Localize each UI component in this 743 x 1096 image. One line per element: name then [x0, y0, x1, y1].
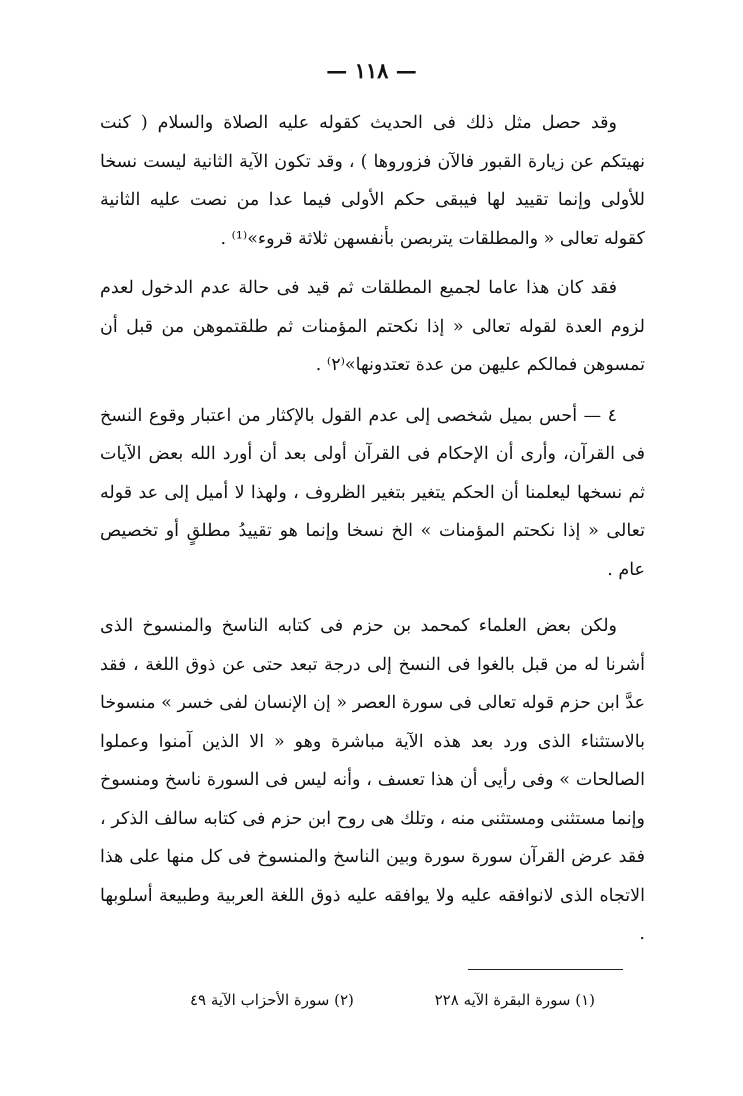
body-text	[100, 104, 645, 954]
paragraph-ibn-hazm: ولكن بعض العلماء كمحمد بن حزم فى كتابه الناسخ والمنسوخ الذى أشرنا له من قبل بالغوا فى النسخ إلى درجة تبعد حتى عن ذوق اللغة ، فقد عدَّ ابن حزم قوله تعالى فى سورة العصر « إن الإنسان لفى خسر » منسوخا بالاستثناء الذى ورد بعد هذه الآية مباشرة وهو « الا الذين آمنوا وعملوا الصالحات » وفى رأيى أن هذا تعسف ، وأنه ليس فى السورة ناسخ ومنسوخ وإنما مستثنى ومستثنى منه ، وتلك هى روح ابن حزم فى كتابه سالف الذكر ، فقد عرض القرآن سورة سورة وبين الناسخ والمنسوخ فى كل منها على هذا الاتجاه الذى لانوافقه عليه ولا يوافقه عليه ذوق اللغة العربية وطبيعة أسلوبها .	[100, 616, 645, 944]
paragraph-hadith-example: وقد حصل مثل ذلك فى الحديث كقوله عليه الصلاة والسلام ( كنت نهيتكم عن زيارة القبور فالآن فزوروها ) ، وقد تكون الآية الثانية ليست نسخا للأولى وإنما تقييد لها فيبقى حكم الأولى فيما عدا من نصت عليه الثانية كقوله تعالى « والمطلقات يتربصن بأنفسهن ثلاثة قروء»⁽¹⁾ .	[100, 113, 645, 249]
footnote-divider	[468, 969, 623, 970]
page-number: — ١١٨ —	[326, 58, 417, 83]
footnote-2: (٢) سورة الأحزاب الآية ٤٩	[190, 991, 354, 1009]
footnote-1: (١) سورة البقرة الآيه ٢٢٨	[434, 991, 595, 1009]
paragraph-point-four: ٤ — أحس بميل شخصى إلى عدم القول بالإكثار من اعتبار وقوع النسخ فى القرآن، وأرى أن الإحكام فى القرآن أولى بعد أن أورد الله بعض الآيات ثم نسخها ليعلمنا أن الحكم يتغير بتغير الظروف ، ولهذا لا أميل إلى عد قوله تعالى « إذا نكحتم المؤمنات » الخ نسخا وإنما هو تقييدُ مطلقٍ أو تخصيص عام .	[100, 405, 645, 580]
paragraph-divorced-women: فقد كان هذا عاما لجميع المطلقات ثم قيد فى حالة عدم الدخول لعدم لزوم العدة لقوله تعالى « إذا نكحتم المؤمنات ثم طلقتموهن من قبل أن تمسوهن فمالكم عليهن من عدة تعتدونها»⁽٢⁾ .	[100, 278, 645, 375]
footnotes	[190, 988, 595, 1012]
